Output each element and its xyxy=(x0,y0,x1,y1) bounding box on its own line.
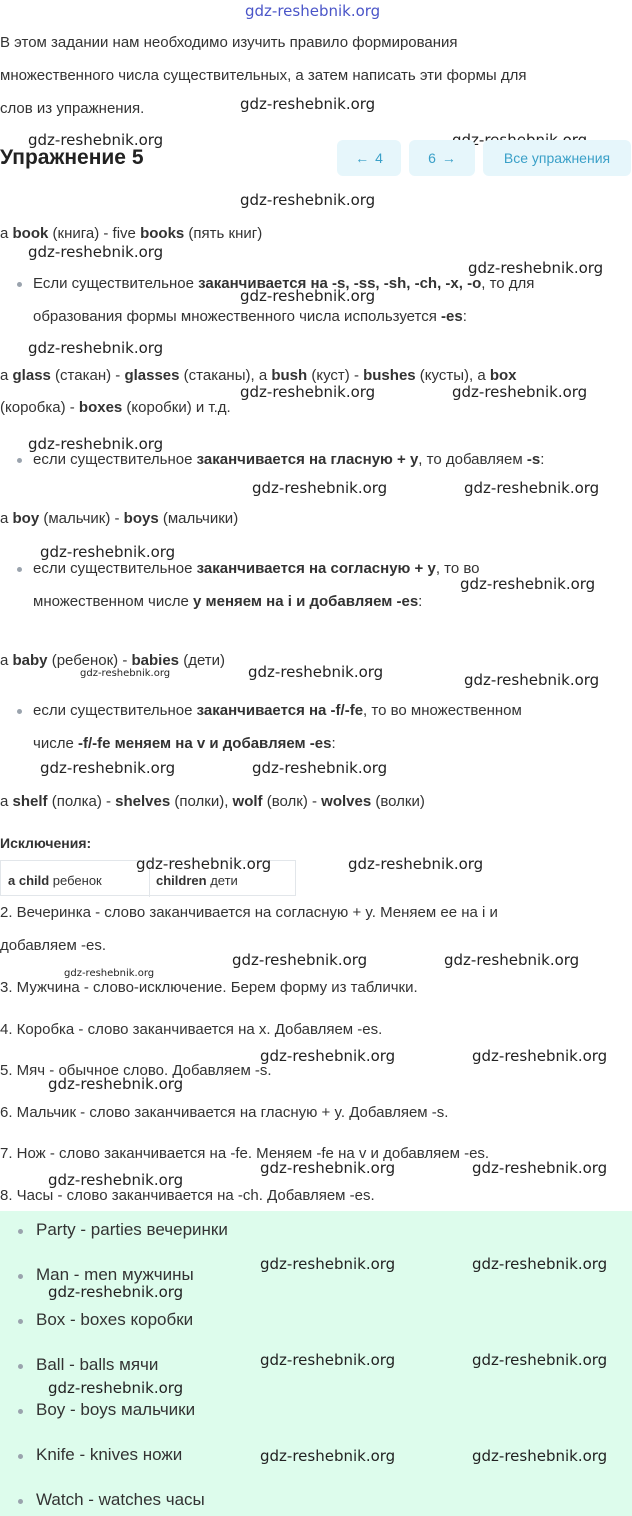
bullet-icon xyxy=(18,1274,23,1279)
watermark: gdz-reshebnik.org xyxy=(240,95,376,113)
bullet-icon xyxy=(18,1364,23,1369)
bullet-icon xyxy=(18,1319,23,1324)
table-cell-plural: children дети xyxy=(156,873,238,888)
bullet-1-line-1: Если существительное заканчивается на -s, -ss, -sh, -ch, -x, -o, то для xyxy=(33,275,535,292)
watermark: gdz-reshebnik.org xyxy=(464,671,600,689)
all-exercises-button[interactable] xyxy=(483,140,631,176)
watermark: gdz-reshebnik.org xyxy=(80,668,171,679)
arrow-right-icon: → xyxy=(441,150,456,166)
watermark: gdz-reshebnik.org xyxy=(40,759,176,777)
watermark: gdz-reshebnik.org xyxy=(260,1159,396,1177)
rule-example-4: a baby (ребенок) - babies (дети) xyxy=(0,652,226,669)
watermark: gdz-reshebnik.org xyxy=(136,855,272,873)
watermark: gdz-reshebnik.org xyxy=(248,663,384,681)
watermark: gdz-reshebnik.org xyxy=(48,1379,184,1397)
intro-line-3: слов из упражнения. xyxy=(0,100,145,117)
next-exercise-button[interactable] xyxy=(409,140,475,176)
watermark: gdz-reshebnik.org xyxy=(260,1351,396,1369)
watermark: gdz-reshebnik.org xyxy=(64,968,155,979)
watermark: gdz-reshebnik.org xyxy=(28,243,164,261)
arrow-left-icon: ← xyxy=(355,150,370,166)
explanation-line: добавляем -es. xyxy=(0,937,107,954)
watermark: gdz-reshebnik.org xyxy=(48,1075,184,1093)
watermark: gdz-reshebnik.org xyxy=(472,1447,608,1465)
explanation-line: 2. Вечеринка - слово заканчивается на согласную + y. Меняем ее на i и xyxy=(0,904,498,921)
explanation-line: 3. Мужчина - слово-исключение. Берем форму из таблички. xyxy=(0,979,418,996)
bullet-4-line-1: если существительное заканчивается на -f/-fe, то во множественном xyxy=(33,702,522,719)
bullet-icon xyxy=(17,567,22,572)
watermark: gdz-reshebnik.org xyxy=(232,951,368,969)
watermark: gdz-reshebnik.org xyxy=(472,1047,608,1065)
answer-item: Party - parties вечеринки xyxy=(36,1220,228,1239)
watermark: gdz-reshebnik.org xyxy=(240,191,376,209)
all-exercises-label: Все упражнения xyxy=(503,150,611,166)
bullet-icon xyxy=(18,1229,23,1234)
prev-exercise-label: 4 xyxy=(375,150,383,166)
rule-example-2-line-1: a glass (стакан) - glasses (стаканы), a bush (куст) - bushes (кусты), a box xyxy=(0,367,517,384)
watermark: gdz-reshebnik.org xyxy=(472,1159,608,1177)
table-cell-singular: a child ребенок xyxy=(8,873,102,888)
answer-item: Watch - watches часы xyxy=(36,1490,205,1509)
watermark: gdz-reshebnik.org xyxy=(40,543,176,561)
watermark: gdz-reshebnik.org xyxy=(472,1351,608,1369)
answer-item: Man - men мужчины xyxy=(36,1265,194,1284)
watermark: gdz-reshebnik.org xyxy=(460,575,596,593)
page-title: Упражнение 5 xyxy=(0,146,144,169)
watermark: gdz-reshebnik.org xyxy=(260,1047,396,1065)
watermark: gdz-reshebnik.org xyxy=(472,1255,608,1273)
rule-example-3: a boy (мальчик) - boys (мальчики) xyxy=(0,510,239,527)
bullet-icon xyxy=(18,1499,23,1504)
watermark: gdz-reshebnik.org xyxy=(260,1447,396,1465)
watermark: gdz-reshebnik.org xyxy=(260,1255,396,1273)
bullet-icon xyxy=(17,709,22,714)
bullet-1-line-2: образования формы множественного числа используется -es: xyxy=(33,308,467,325)
watermark: gdz-reshebnik.org xyxy=(348,855,484,873)
explanation-line: 8. Часы - слово заканчивается на -ch. Добавляем -es. xyxy=(0,1187,375,1204)
intro-line-2: множественного числа существительных, а затем написать эти формы для xyxy=(0,67,527,84)
intro-line-1: В этом задании нам необходимо изучить правило формирования xyxy=(0,34,458,51)
watermark: gdz-reshebnik.org xyxy=(48,1171,184,1189)
bullet-2-line-1: если существительное заканчивается на гласную + y, то добавляем -s: xyxy=(33,451,545,468)
answer-item: Boy - boys мальчики xyxy=(36,1400,196,1419)
rule-example-1: a book (книга) - five books (пять книг) xyxy=(0,225,263,242)
watermark: gdz-reshebnik.org xyxy=(240,383,376,401)
watermark: gdz-reshebnik.org xyxy=(240,287,376,305)
watermark: gdz-reshebnik.org xyxy=(252,759,388,777)
watermark: gdz-reshebnik.org xyxy=(28,339,164,357)
explanation-line: 7. Нож - слово заканчивается на -fe. Меняем -fe на v и добавляем -es. xyxy=(0,1145,490,1162)
watermark: gdz-reshebnik.org xyxy=(245,2,381,20)
bullet-3-line-1: если существительное заканчивается на согласную + y, то во xyxy=(33,560,480,577)
answer-item: Knife - knives ножи xyxy=(36,1445,183,1464)
bullet-icon xyxy=(17,282,22,287)
answer-item: Ball - balls мячи xyxy=(36,1355,159,1374)
watermark: gdz-reshebnik.org xyxy=(252,479,388,497)
bullet-icon xyxy=(18,1409,23,1414)
watermark: gdz-reshebnik.org xyxy=(48,1283,184,1301)
exceptions-title: Исключения: xyxy=(0,835,92,851)
explanation-line: 6. Мальчик - слово заканчивается на гласную + y. Добавляем -s. xyxy=(0,1104,449,1121)
watermark: gdz-reshebnik.org xyxy=(444,951,580,969)
watermark: gdz-reshebnik.org xyxy=(464,479,600,497)
explanation-line: 5. Мяч - обычное слово. Добавляем -s. xyxy=(0,1062,272,1079)
watermark: gdz-reshebnik.org xyxy=(28,435,164,453)
bullet-4-line-2: числе -f/-fe меняем на v и добавляем -es: xyxy=(33,735,336,752)
bullet-icon xyxy=(18,1454,23,1459)
explanation-line: 4. Коробка - слово заканчивается на x. Добавляем -es. xyxy=(0,1021,383,1038)
prev-exercise-button[interactable] xyxy=(337,140,401,176)
next-exercise-label: 6 xyxy=(428,150,436,166)
answer-item: Box - boxes коробки xyxy=(36,1310,194,1329)
bullet-3-line-2: множественном числе y меняем на i и добавляем -es: xyxy=(33,593,423,610)
rule-example-5: a shelf (полка) - shelves (полки), wolf (волк) - wolves (волки) xyxy=(0,793,425,810)
bullet-icon xyxy=(17,458,22,463)
watermark: gdz-reshebnik.org xyxy=(28,131,164,149)
rule-example-2-line-2: (коробка) - boxes (коробки) и т.д. xyxy=(0,399,231,416)
watermark: gdz-reshebnik.org xyxy=(468,259,604,277)
watermark: gdz-reshebnik.org xyxy=(452,383,588,401)
